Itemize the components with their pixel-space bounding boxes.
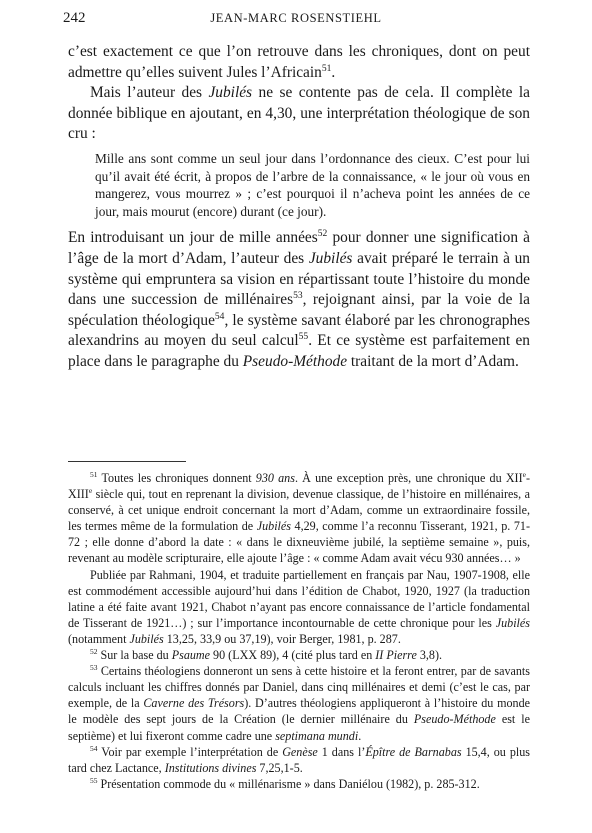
footnote-ref-54[interactable]: 54 <box>214 310 225 322</box>
footnote-separator <box>68 461 186 462</box>
footnote-ref-51[interactable]: 51 <box>321 62 332 74</box>
footnote-55: $^{55}$ Présentation commode du « millénarisme » dans Daniélou (1982), p. 285-312. <box>90 775 480 791</box>
footnote-ref-52[interactable]: 52 <box>317 228 328 240</box>
paragraph-1: c’est exactement ce que l’on retrouve dans les chroniques, dont on peut admettre qu’elles suivent Jules l’Africain$^{51}$. <box>68 43 530 81</box>
footnote-51-continued: Publiée par Rahmani, 1904, et traduite partiellement en français par Nau, 1907-1908, elle est commodément accessible aujourd’hui dans l’édition de Chabot, 1920, 1927 (la traduction latine a été faite avant 1921, Chabot n’ayant pas encore connaissance de l’article fondamental de Tisserant de 1921…) ; sur l’importance incontournable de cette chronique pour les Jubilés (notamment Jubilés 13,25, 33,9 ou 37,19), voir Berger, 1981, p. 287. <box>68 567 530 646</box>
running-head: JEAN-MARC ROSENSTIEHL <box>210 11 382 25</box>
page-header <box>63 10 529 30</box>
paragraph-2: Mais l’auteur des Jubilés ne se contente pas de cela. Il complète la donnée biblique en ajoutant, en 4,30, une interprétation théologique de son cru : <box>68 84 530 143</box>
main-text <box>68 42 530 373</box>
footnote-52: $^{52}$ Sur la base du Psaume 90 (LXX 89), 4 (cité plus tard en II Pierre 3,8). <box>90 647 443 663</box>
block-quote: Mille ans sont comme un seul jour dans l’ordonnance des cieux. C’est pour lui qu’il avait été écrit, à propos de l’arbre de la connaissance, « le jour où vous en mangerez, vous mourrez » ; c’est pourquoi il n’acheva point les années de ce jour, mais mourut (encore) durant (ce jour). <box>95 150 530 219</box>
footnote-ref-53[interactable]: 53 <box>293 290 303 301</box>
footnote-54: $^{54}$ Voir par exemple l’interprétation de Genèse 1 dans l’Épître de Barnabas 15,4, ou plus tard chez Lactance, Institutions divines 7,25,1-5. <box>68 743 530 775</box>
footnote-53: $^{53}$ Certains théologiens donneront un sens à cette histoire et la feront entrer, par de savants calculs incluant les chiffres donnés par Daniel, dans cinq millénaires et demi (c’est le cas, par exemple, de la Caverne des Trésors). D’autres théologiens appliqueront à l’histoire du monde le modèle des sept jours de la Création (le dernier millénaire du Pseudo-Méthode est le septième) et lui fixeront comme cadre une septimana mundi. <box>68 663 531 743</box>
footnote-ref-55[interactable]: 55 <box>298 331 309 343</box>
footnote-51: $^{51}$ Toutes les chroniques donnent 930 ans. À une exception près, une chronique du XIIe-XIIIe siècle qui, tout en reprenant la division, devenue classique, de l’histoire en millénaires, a conservé, à cet unique endroit concernant la mort d’Adam, comme un extraordinaire fossile, les termes même de la formulation de Jubilés 4,29, comme l’a reconnu Tisserant, 1921, p. 71-72 ; elle donne d’abord la date : « dans le dixneuvième jubilé, la septième semaine », puis, revenant au modèle scripturaire, elle ajoute l’âge : « comme Adam avait vécu 930 années… » <box>68 469 530 566</box>
footnotes <box>68 470 530 792</box>
paragraph-3: En introduisant un jour de mille années$^{52}$ pour donner une signification à l’âge de la mort d’Adam, l’auteur des Jubilés avait préparé le terrain à un système qui empruntera sa vision en répartissant toute l’histoire du monde dans une succession de millénaires$^{53}$, rejoignant ainsi, par la voie de la spéculation théologique$^{54}$, le système savant élaboré par les chronographes alexandrins au moyen du seul calcul$^{55}$. Et ce système est parfaitement en place dans le paragraphe du Pseudo-Méthode traitant de la mort d’Adam. <box>68 228 531 370</box>
page-number: 242 <box>63 10 86 26</box>
